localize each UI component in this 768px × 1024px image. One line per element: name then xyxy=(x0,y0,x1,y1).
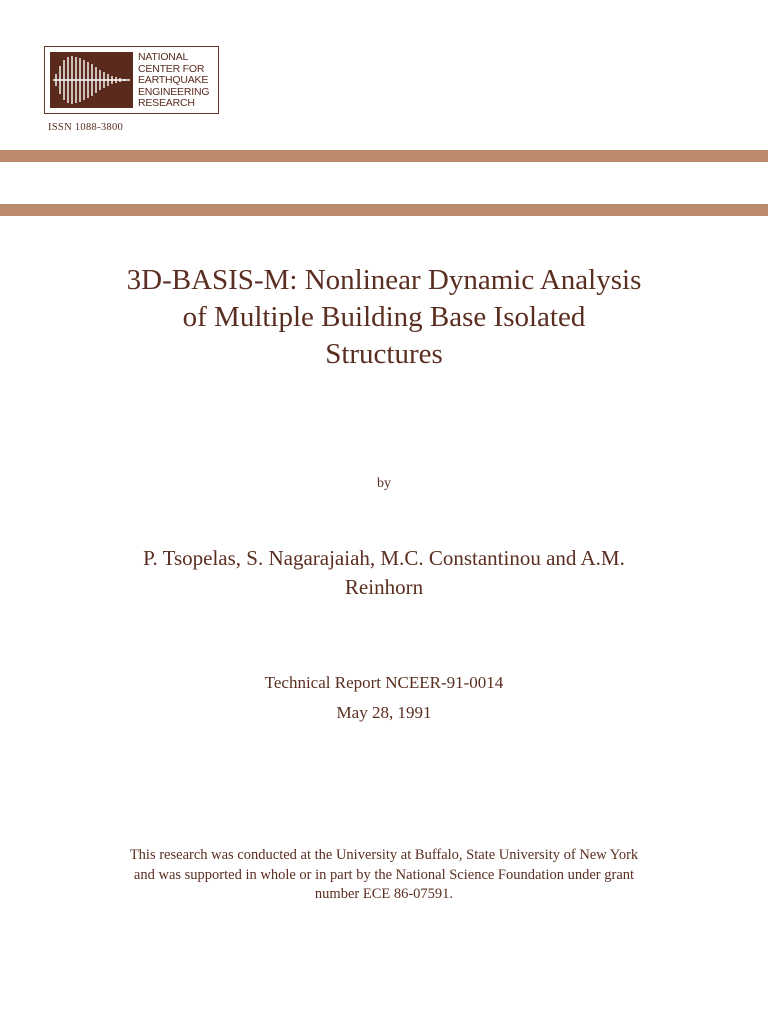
issn-number: ISSN 1088-3800 xyxy=(48,122,124,133)
report-date: May 28, 1991 xyxy=(336,703,432,722)
author-list xyxy=(0,544,768,602)
logo-wordmark xyxy=(138,52,209,110)
logo-line: ENGINEERING xyxy=(138,85,210,98)
author-line: P. Tsopelas, S. Nagarajaiah, M.C. Constantinou and A.M. xyxy=(143,546,625,570)
author-line: Reinhorn xyxy=(344,575,424,599)
report-info xyxy=(0,668,768,728)
by-label: by xyxy=(377,476,391,491)
nceer-logo xyxy=(44,46,219,114)
acknowledgement-line: This research was conducted at the University at Buffalo, State University of New York xyxy=(129,847,639,863)
title-line: 3D-BASIS-M: Nonlinear Dynamic Analysis xyxy=(126,264,642,296)
seismograph-wave-icon xyxy=(50,52,133,108)
logo-line: RESEARCH xyxy=(138,97,195,109)
report-title xyxy=(0,262,768,373)
bottom-divider-bar xyxy=(0,204,768,216)
report-number: Technical Report NCEER-91-0014 xyxy=(264,673,504,692)
title-line: Structures xyxy=(325,338,443,370)
acknowledgement-line: number ECE 86-07591. xyxy=(314,886,454,902)
acknowledgement-line: and was supported in whole or in part by the National Science Foundation under grant xyxy=(133,866,635,883)
logo-line: EARTHQUAKE xyxy=(138,74,209,86)
logo-line: NATIONAL xyxy=(138,51,189,63)
logo-line: CENTER FOR xyxy=(138,62,205,75)
top-divider-bar xyxy=(0,150,768,162)
acknowledgement xyxy=(0,846,768,905)
title-line: of Multiple Building Base Isolated xyxy=(182,301,586,333)
